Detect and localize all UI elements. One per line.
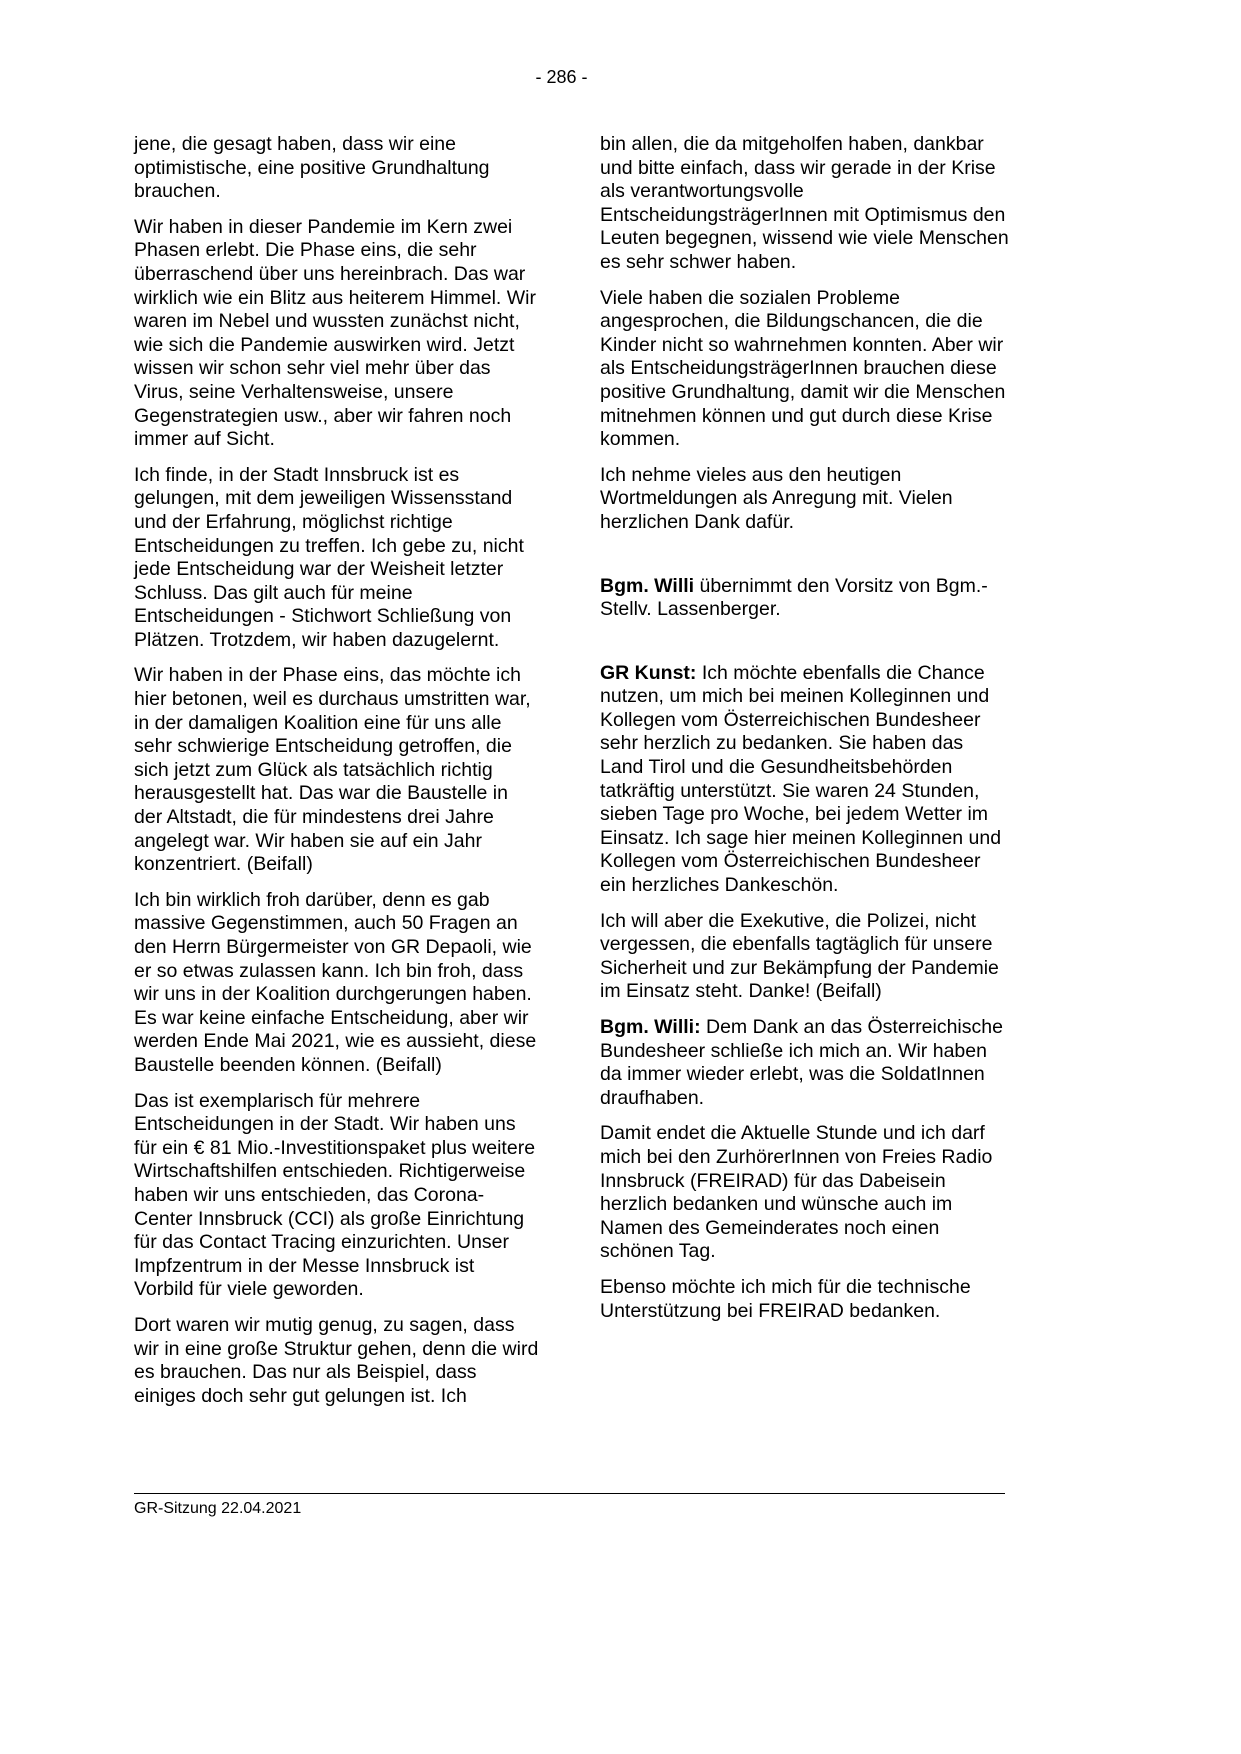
paragraph: Wir haben in der Phase eins, das möchte ich hier betonen, weil es durchaus umstritten war, in der damaligen Koalition eine für uns alle sehr schwierige Entscheidung getroffen, die sich jetzt zum Glück als tatsächlich richtig herausgestellt hat. Das war die Baustelle in der Altstadt, die für mindestens drei Jahre angelegt war. Wir haben sie auf ein Jahr konzentriert. (Beifall) <box>134 664 531 876</box>
statement-text: übernimmt den Vorsitz von Bgm.-Stellv. Lassenberger. <box>600 574 988 621</box>
paragraph: Dort waren wir mutig genug, zu sagen, dass wir in eine große Struktur gehen, denn die wird es brauchen. Das nur als Beispiel, dass einiges doch sehr gut gelungen ist. Ich <box>134 1313 539 1407</box>
speaker-name: Bgm. Willi <box>600 574 695 597</box>
paragraph: Das ist exemplarisch für mehrere Entscheidungen in der Stadt. Wir haben uns für ein € 81 Mio.-Investitionspaket plus weitere Wirtschaftshilfen entschieden. Richtigerweise haben wir uns entschieden, das Corona-Center Innsbruck (CCI) als große Einrichtung für das Contact Tracing einzurichten. Unser Impfzentrum in der Messe Innsbruck ist Vorbild für viele geworden. <box>134 1089 536 1301</box>
page-number: - 286 - <box>535 67 588 87</box>
paragraph: Damit endet die Aktuelle Stunde und ich darf mich bei den ZurhörerInnen von Freies Radio Innsbruck (FREIRAD) für das Dabeisein herzlich bedanken und wünsche auch im Namen des Gemeinderates noch einen schönen Tag. <box>600 1122 993 1263</box>
paragraph: Ich will aber die Exekutive, die Polizei, nicht vergessen, die ebenfalls tagtäglich für unsere Sicherheit und zur Bekämpfung der Pandemie im Einsatz steht. Danke! (Beifall) <box>600 909 999 1003</box>
paragraph: Wir haben in dieser Pandemie im Kern zwei Phasen erlebt. Die Phase eins, die sehr überraschend über uns hereinbrach. Das war wirklich wie ein Blitz aus heiterem Himmel. Wir waren im Nebel und wussten zunächst nicht, wie sich die Pandemie auswirken wird. Jetzt wissen wir schon sehr viel mehr über das Virus, seine Verhaltensweise, unsere Gegenstrategien usw., aber wir fahren noch immer auf Sicht. <box>134 215 536 451</box>
paragraph: Viele haben die sozialen Probleme angesprochen, die Bildungschancen, die die Kinder nicht so wahrnehmen konnten. Aber wir als EntscheidungsträgerInnen brauchen diese positive Grundhaltung, damit wir die Menschen mitnehmen können und gut durch diese Krise kommen. <box>600 286 1006 451</box>
speaker-name: Bgm. Willi: <box>600 1016 701 1038</box>
paragraph: Ich finde, in der Stadt Innsbruck ist es gelungen, mit dem jeweiligen Wissensstand und der Erfahrung, möglichst richtige Entscheidungen zu treffen. Ich gebe zu, nicht jede Entscheidung war der Weisheit letzter Schluss. Das gilt auch für meine Entscheidungen - Stichwort Schließung von Plätzen. Trotzdem, wir haben dazugelernt. <box>134 463 524 651</box>
speech-bgm-willi <box>600 1016 1010 1110</box>
statement-text: Ich möchte ebenfalls die Chance nutzen, um mich bei meinen Kolleginnen und Kollegen vom Österreichischen Bundesheer sehr herzlich zu bedanken. Sie haben das Land Tirol und die Gesundheitsbehörden tatkräftig unterstützt. Sie waren 24 Stunden, sieben Tage pro Woche, bei jedem Wetter im Einsatz. Ich sage hier meinen Kolleginnen und Kollegen vom Österreichischen Bundesheer ein herzliches Dankeschön. <box>600 661 1002 897</box>
footer-divider <box>134 1493 1005 1494</box>
paragraph: Ebenso möchte ich mich für die technische Unterstützung bei FREIRAD bedanken. <box>600 1275 971 1322</box>
paragraph: Ich nehme vieles aus den heutigen Wortmeldungen als Anregung mit. Vielen herzlichen Dank dafür. <box>600 463 953 533</box>
speech-gr-kunst <box>600 662 1010 898</box>
paragraph: bin allen, die da mitgeholfen haben, dankbar und bitte einfach, dass wir gerade in der Krise als verantwortungsvolle EntscheidungsträgerInnen mit Optimismus den Leuten begegnen, wissend wie viele Menschen es sehr schwer haben. <box>600 133 1009 273</box>
speaker-name: GR Kunst: <box>600 661 697 684</box>
right-column <box>600 133 1010 1335</box>
chair-handover-note <box>600 575 1010 622</box>
statement-text: Dem Dank an das Österreichische Bundesheer schließe ich mich an. Wir haben da immer wieder erlebt, was die SoldatInnen draufhaben. <box>600 1016 1003 1109</box>
footer-session-date: GR-Sitzung 22.04.2021 <box>134 1500 302 1517</box>
paragraph: jene, die gesagt haben, dass wir eine optimistische, eine positive Grundhaltung brauchen. <box>134 133 490 203</box>
paragraph: Ich bin wirklich froh darüber, denn es gab massive Gegenstimmen, auch 50 Fragen an den Herrn Bürgermeister von GR Depaoli, wie er so etwas zulassen kann. Ich bin froh, dass wir uns in der Koalition durchgerungen haben. Es war keine einfache Entscheidung, aber wir werden Ende Mai 2021, wie es aussieht, diese Baustelle beenden können. (Beifall) <box>134 888 537 1076</box>
left-column <box>134 133 539 1420</box>
